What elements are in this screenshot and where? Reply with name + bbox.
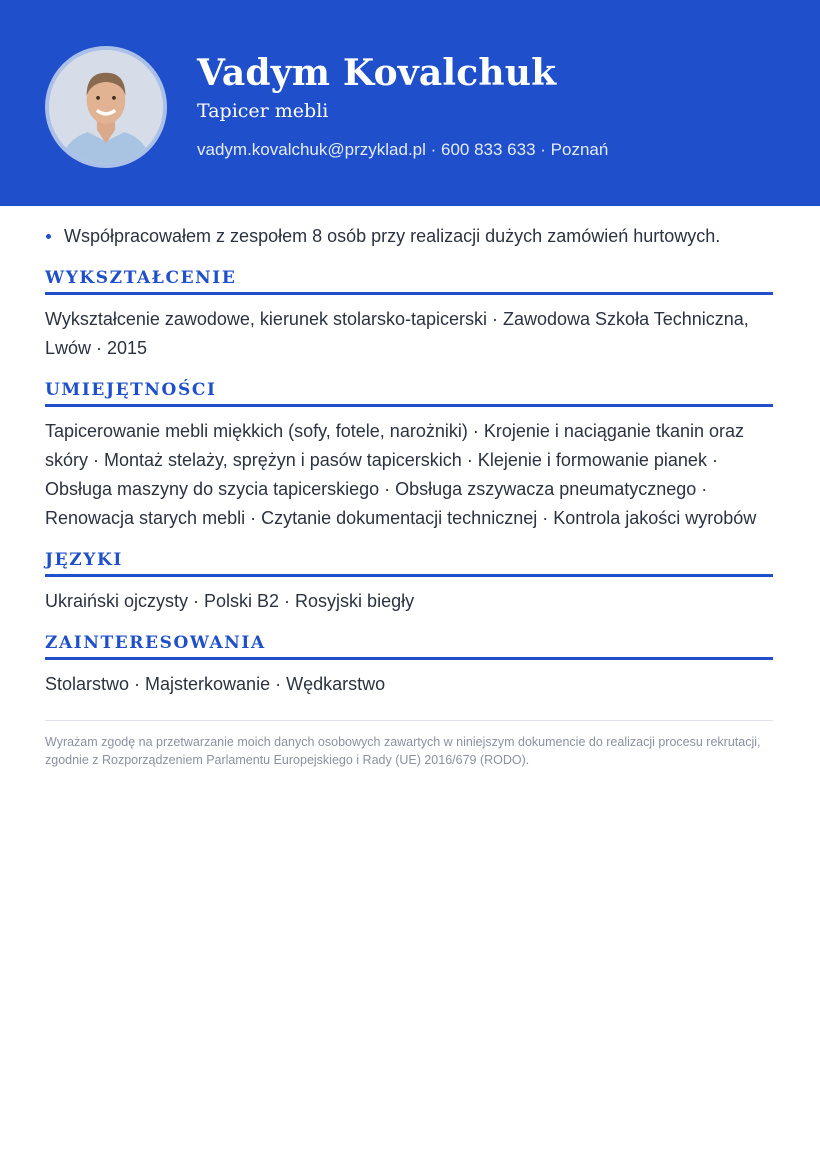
section-title-interests: ZAINTERESOWANIA <box>45 633 773 660</box>
section-interests <box>45 633 773 699</box>
languages-text: Ukraiński ojczysty · Polski B2 · Rosyjski biegły <box>45 591 415 611</box>
section-title-education: WYKSZTAŁCENIE <box>45 268 773 295</box>
education-text: Wykształcenie zawodowe, kierunek stolarsko-tapicerski · Zawodowa Szkoła Techniczna, Lwów · 2015 <box>45 309 749 358</box>
job-title: Tapicer mebli <box>197 100 329 122</box>
section-title-languages: JĘZYKI <box>45 550 773 577</box>
person-photo-icon <box>49 50 163 164</box>
interests-text: Stolarstwo · Majsterkowanie · Wędkarstwo <box>45 674 386 694</box>
section-education <box>45 268 773 363</box>
experience-bullet-list <box>45 222 773 251</box>
contact-line: vadym.kovalchuk@przyklad.pl · 600 833 633 · Poznań <box>197 140 609 159</box>
resume-body <box>45 222 773 782</box>
avatar <box>45 46 167 168</box>
list-item: Współpracowałem z zespołem 8 osób przy realizacji dużych zamówień hurtowych. <box>45 222 773 251</box>
divider <box>45 720 773 721</box>
skills-text: Tapicerowanie mebli miękkich (sofy, fotele, narożniki) · Krojenie i naciąganie tkanin oraz skóry · Montaż stelaży, sprężyn i pasów tapicerskich · Klejenie i formowanie pianek · Obsługa maszyny do szycia tapicerskiego · Obsługa zszywacza pneumatycznego · Renowacja starych mebli · Czytanie dokumentacji technicznej · Kontrola jakości wyrobów <box>45 421 757 528</box>
candidate-name: Vadym Kovalchuk <box>197 52 557 94</box>
gdpr-consent-clause: Wyrażam zgodę na przetwarzanie moich danych osobowych zawartych w niniejszym dokumencie do realizacji procesu rekrutacji, zgodnie z Rozporządzeniem Parlamentu Europejskiego i Rady (UE) 2016/679 (RODO). <box>45 735 761 767</box>
header-banner <box>0 0 820 206</box>
section-skills <box>45 380 773 533</box>
section-languages <box>45 550 773 616</box>
section-title-skills: UMIEJĘTNOŚCI <box>45 380 773 407</box>
